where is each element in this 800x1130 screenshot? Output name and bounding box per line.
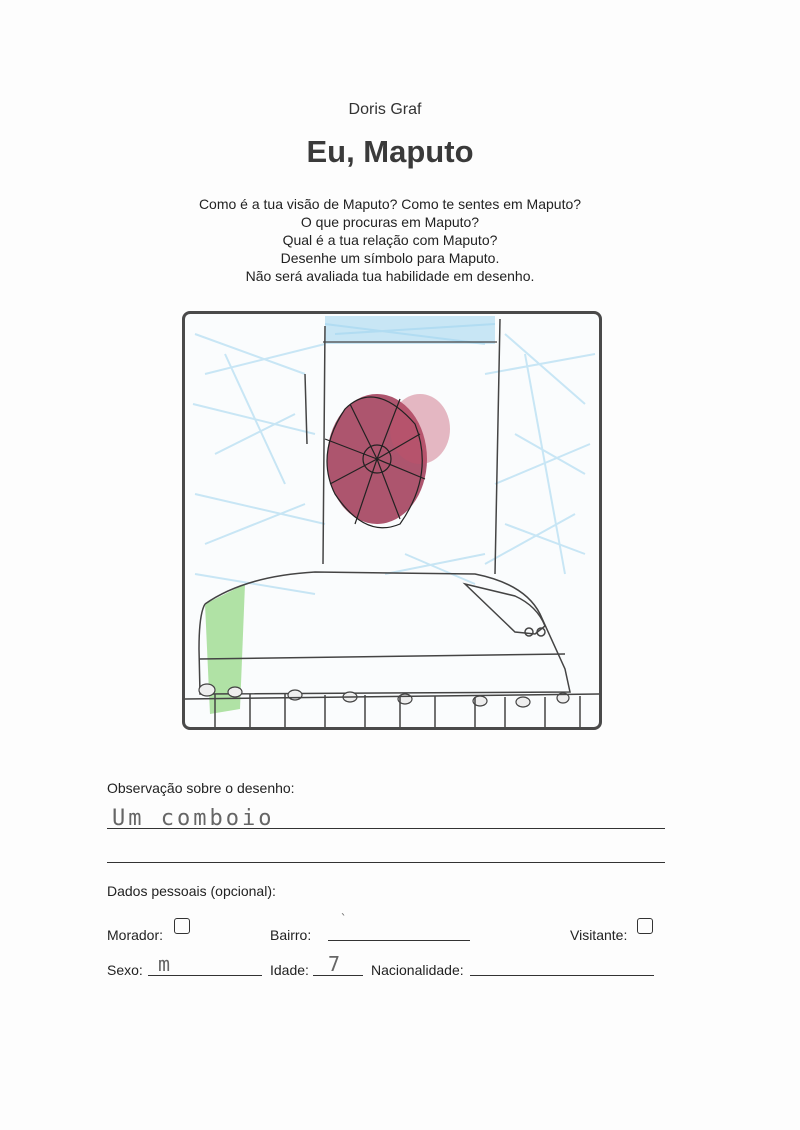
morador-checkbox[interactable] bbox=[174, 918, 190, 934]
question-line: Não será avaliada tua habilidade em desenho. bbox=[245, 268, 535, 284]
observation-handwriting: Um comboio bbox=[112, 806, 275, 831]
prompt-questions bbox=[0, 195, 780, 285]
morador-label: Morador: bbox=[107, 927, 164, 943]
drawing-frame bbox=[182, 311, 602, 730]
observation-line-1[interactable] bbox=[107, 828, 665, 829]
personal-data-label: Dados pessoais (opcional): bbox=[107, 883, 276, 899]
question-line: Como é a tua visão de Maputo? Como te sentes em Maputo? bbox=[198, 196, 582, 212]
nacionalidade-label: Nacionalidade: bbox=[371, 962, 464, 978]
question-line: O que procuras em Maputo? bbox=[300, 214, 480, 230]
nacionalidade-field[interactable] bbox=[470, 975, 654, 976]
idade-handwriting: 7 bbox=[328, 952, 341, 976]
idade-label: Idade: bbox=[270, 962, 309, 978]
sexo-label: Sexo: bbox=[107, 962, 143, 978]
visitante-checkbox[interactable] bbox=[637, 918, 653, 934]
child-drawing-train bbox=[185, 314, 599, 727]
sexo-handwriting: m bbox=[158, 952, 171, 976]
bairro-mark: ` bbox=[340, 912, 348, 926]
bairro-label: Bairro: bbox=[270, 927, 312, 943]
author-name: Doris Graf bbox=[348, 101, 422, 118]
visitante-label: Visitante: bbox=[570, 927, 628, 943]
question-line: Qual é a tua relação com Maputo? bbox=[282, 232, 498, 248]
question-line: Desenhe um símbolo para Maputo. bbox=[280, 250, 500, 266]
observation-line-2[interactable] bbox=[107, 862, 665, 863]
page-title: Eu, Maputo bbox=[306, 134, 474, 169]
bairro-field[interactable] bbox=[328, 940, 470, 941]
observation-label: Observação sobre o desenho: bbox=[107, 780, 295, 796]
